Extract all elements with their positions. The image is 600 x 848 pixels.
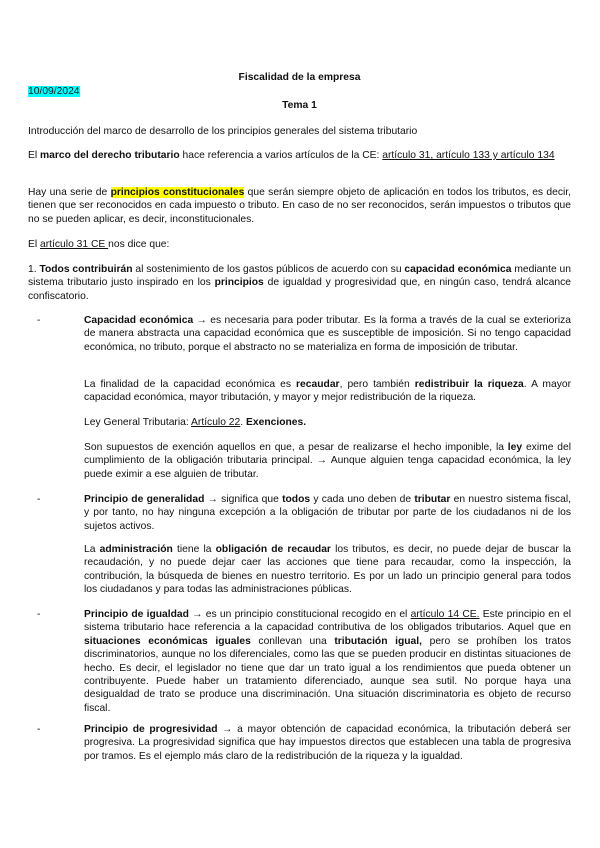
bullet-marker: - (37, 609, 41, 620)
intro-paragraph: Introducción del marco de desarrollo de los principios generales del sistema tributario (28, 126, 418, 137)
bullet-marker: - (37, 315, 41, 326)
articulo22-reference: Artículo 22 (191, 417, 241, 428)
bullet-progresividad: Principio de progresividad → a mayor obtención de capacidad económica, la tributación deberá ser progresiva. La progresividad significa que hay impuestos directos que establecen una tabla de progresiva por tramos. Es el ejemplo más claro de la redistribución de la riqueza y la igualdad. (84, 724, 571, 762)
paragraph-contribuiran: 1. Todos contribuirán al sostenimiento de los gastos públicos de acuerdo con su capacidad económica mediante un sistema tributario justo inspirado en los principios de igualdad y progresividad que, en ningún caso, tendrá alcance confiscatorio. (28, 264, 571, 302)
articles-reference-link: artículo 31, artículo 133 y artículo 134 (382, 150, 555, 161)
document-title: Fiscalidad de la empresa (238, 72, 361, 83)
bullet-generalidad: Principio de generalidad → significa que todos y cada uno deben de tributar en nuestro sistema fiscal, y por tanto, no hay ninguna excepción a la obligación de tributar por parte de los ciudadanos ni de los sujetos activos. (84, 494, 571, 532)
paragraph-articulo31: El artículo 31 CE nos dice que: (28, 239, 170, 250)
articulo14-reference: artículo 14 CE. (410, 609, 480, 620)
bullet-marker: - (37, 724, 41, 735)
bullet-capacidad-economica: Capacidad económica → es necesaria para poder tributar. Es la forma a través de la cual se exterioriza de manera abstracta una capacidad económica que es susceptible de imposición. Si no tengo capacidad económica, no tributo, porque el abstracto no se materializa en forma de imposición de tributar. (84, 315, 571, 353)
paragraph-ley-general: Ley General Tributaria: Artículo 22. Exenciones. (84, 417, 307, 428)
paragraph-administracion: La administración tiene la obligación de recaudar los tributos, es decir, no puede dejar de buscar la recaudación, y no puede dejar caer las acciones que tiene para recaudar, como la inspección, la contribución, la búsqueda de bienes en nuestro territorio. Es por un lado un principio general para todos los ciudadanos y para todas las administraciones públicas. (84, 544, 571, 596)
bullet-marker: - (37, 494, 41, 505)
bullet-igualdad: Principio de igualdad → es un principio constitucional recogido en el artículo 14 CE. Este principio en el sistema tributario hace referencia a la capacidad contributiva de los obligados tributarios. Aquel que en situaciones económicas iguales conllevan una tributación igual, pero se prohíben los tratos discriminatorios, aunque no los diferenciales, como las que se pueden producir en distintas situaciones de hecho. Es decir, el legislador no tiene que dar un trato igual a los rendimientos que pueda obtener un contribuyente. Puede haber un tratamiento diferenciado, aunque sea sutil. No porque haya una desigualdad de trato se produce una discriminación. Una situación discriminatoria es objeto de recurso fiscal. (84, 609, 572, 714)
paragraph-principios: Hay una serie de principios constitucionales que serán siempre objeto de aplicación en todos los tributos, es decir, tienen que ser reconocidos en cada impuesto o tributo. En caso de no ser reconocidos, serán impuestos o tributos que no se pueden aplicar, es decir, inconstitucionales. (28, 187, 572, 225)
paragraph-marco: El marco del derecho tributario hace referencia a varios artículos de la CE: artículo 31, artículo 133 y artículo 134 (28, 150, 555, 161)
topic-heading: Tema 1 (282, 100, 317, 111)
articulo31-reference: artículo 31 CE (40, 239, 109, 250)
principios-highlight: principios constitucionales (110, 187, 245, 198)
date-highlight: 10/09/2024 (28, 86, 80, 97)
paragraph-finalidad: La finalidad de la capacidad económica es recaudar, pero también redistribuir la riqueza. A mayor capacidad económica, mayor tributación, y mayor y mejor redistribución de la riqueza. (84, 379, 572, 404)
date-line (28, 85, 571, 98)
paragraph-exencion: Son supuestos de exención aquellos en que, a pesar de realizarse el hecho imponible, la ley exime del cumplimiento de la obligación tributaria principal. → Aunque alguien tenga capacidad económica, la ley puede eximir a ese alguien de tributar. (84, 442, 571, 480)
